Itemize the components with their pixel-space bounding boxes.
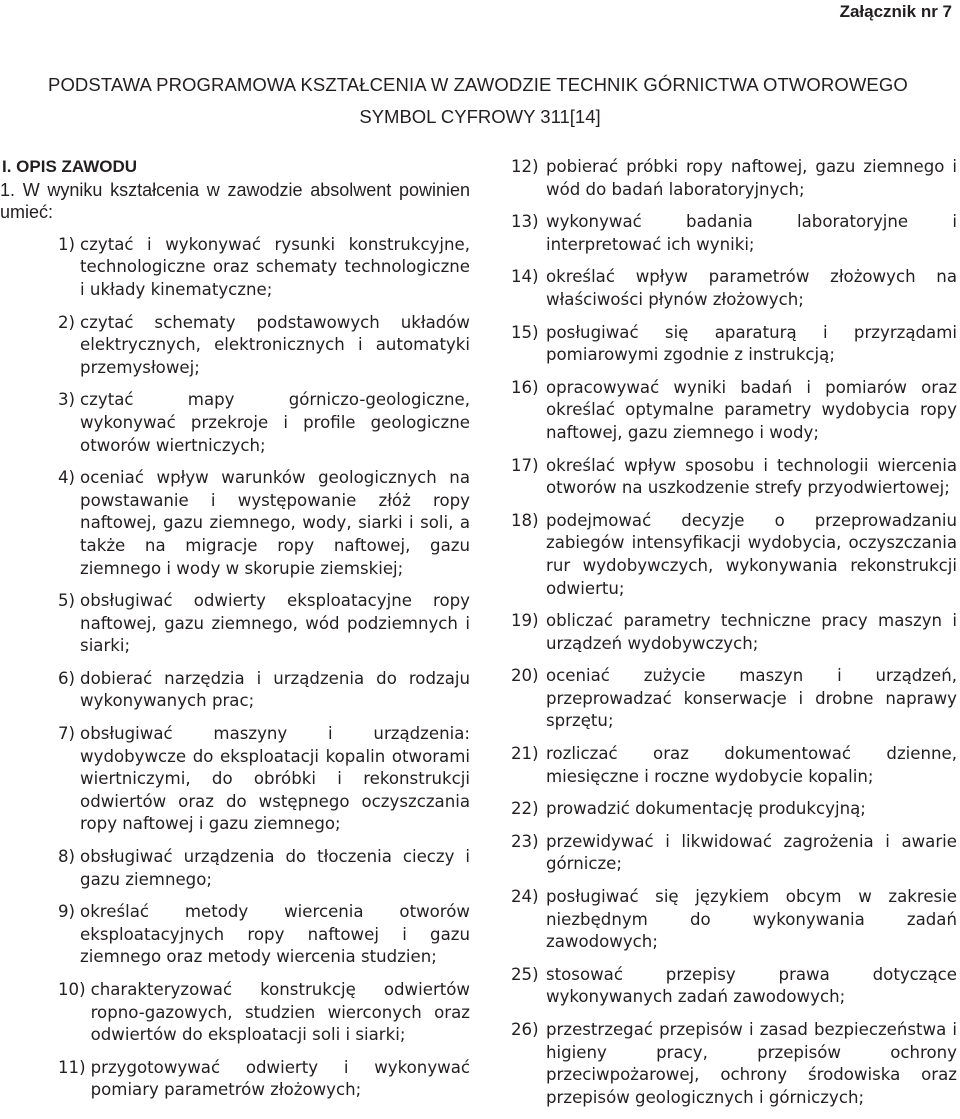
list-item — [511, 322, 957, 367]
right-column — [511, 156, 957, 1119]
list-item — [0, 467, 470, 580]
item-text: podejmować decyzje o przeprowadzaniu zabiegów intensyfikacji wydobycia, oczyszczania rur wydobywczych, wykonywania rekonstrukcji odwiertu; — [546, 510, 957, 598]
item-text: przygotowywać odwierty i wykonywać pomiary parametrów złożowych; — [90, 1057, 470, 1100]
item-text: prowadzić dokumentację produkcyjną; — [546, 799, 866, 819]
item-number: 2) — [58, 312, 76, 332]
list-item — [0, 1057, 470, 1102]
item-number: 7) — [58, 724, 76, 744]
item-number: 5) — [58, 591, 76, 611]
list-item — [0, 668, 470, 713]
item-text: określać wpływ sposobu i technologii wiercenia otworów na uszkodzenie strefy przyodwiertowej; — [546, 455, 957, 498]
item-text: wykonywać badania laboratoryjne i interpretować ich wyniki; — [546, 212, 957, 254]
item-number: 16) — [511, 377, 539, 397]
item-text: przewidywać i likwidować zagrożenia i awarie górnicze; — [546, 831, 957, 874]
annex-label: Załącznik nr 7 — [839, 2, 952, 21]
item-number: 10) — [58, 980, 86, 999]
item-number: 20) — [511, 666, 539, 686]
list-item — [511, 156, 957, 201]
item-text: charakteryzować konstrukcję odwiertów ropno-gazowych, studzien wierconych oraz odwiertów do eksploatacji soli i siarki; — [90, 980, 470, 1045]
item-number: 8) — [58, 847, 76, 867]
item-text: czytać i wykonywać rysunki konstrukcyjne, technologiczne oraz schematy technologiczne i układy kinematyczne; — [80, 234, 470, 299]
left-column — [0, 156, 470, 1112]
item-number: 4) — [58, 468, 76, 488]
list-item — [511, 964, 957, 1009]
item-text: pobierać próbki ropy naftowej, gazu ziemnego i wód do badań laboratoryjnych; — [546, 157, 957, 199]
item-number: 12) — [511, 157, 539, 176]
item-number: 15) — [511, 322, 539, 342]
list-item — [511, 1019, 957, 1109]
left-item-list — [0, 234, 470, 1102]
item-number: 21) — [511, 744, 539, 764]
list-item — [0, 234, 470, 302]
list-item — [0, 590, 470, 658]
list-item — [511, 377, 957, 445]
item-number: 6) — [58, 668, 76, 688]
item-number: 3) — [58, 390, 76, 410]
item-number: 23) — [511, 831, 539, 851]
item-text: opracowywać wyniki badań i pomiarów oraz określać optymalne parametry wydobycia ropy naftowej, gazu ziemnego i wody; — [546, 377, 957, 442]
intro-paragraph: 1. W wyniku kształcenia w zawodzie absolwent powinien umieć: — [0, 179, 470, 223]
item-number: 26) — [511, 1020, 539, 1039]
list-item — [511, 510, 957, 600]
list-item — [511, 886, 957, 954]
list-item — [0, 901, 470, 969]
item-text: obsługiwać maszyny i urządzenia: wydobywcze do eksploatacji kopalin otworami wiertniczymi, do obróbki i rekonstrukcji odwiertów oraz do wstępnego oczyszczania ropy naftowej i gazu ziemnego; — [80, 724, 470, 834]
list-item — [0, 979, 470, 1047]
list-item — [511, 266, 957, 311]
right-item-list — [511, 156, 957, 1109]
item-text: czytać mapy górniczo-geologiczne, wykonywać przekroje i profile geologiczne otworów wiertniczych; — [80, 390, 470, 455]
list-item — [511, 665, 957, 733]
item-number: 13) — [511, 212, 539, 232]
list-item — [511, 610, 957, 655]
item-number: 1) — [58, 234, 76, 254]
list-item — [0, 846, 470, 891]
item-text: oceniać wpływ warunków geologicznych na powstawanie i występowanie złóż ropy naftowej, gazu ziemnego, wody, siarki i soli, a także na migracje ropy naftowej, gazu ziemnego i wody w skorupie ziemskiej; — [80, 468, 470, 578]
item-text: posługiwać się językiem obcym w zakresie niezbędnym do wykonywania zadań zawodowych; — [546, 887, 957, 952]
item-text: obliczać parametry techniczne pracy maszyn i urządzeń wydobywczych; — [546, 611, 957, 653]
item-text: dobierać narzędzia i urządzenia do rodzaju wykonywanych prac; — [80, 668, 470, 711]
item-number: 25) — [511, 964, 539, 984]
item-text: określać metody wiercenia otworów eksploatacyjnych ropy naftowej i gazu ziemnego oraz metody wiercenia studzien; — [80, 902, 470, 967]
document-title: PODSTAWA PROGRAMOWA KSZTAŁCENIA W ZAWODZIE TECHNIK GÓRNICTWA OTWOROWEGO — [48, 74, 908, 95]
item-text: stosować przepisy prawa dotyczące wykonywanych zadań zawodowych; — [546, 964, 957, 1007]
item-text: rozliczać oraz dokumentować dzienne, miesięczne i roczne wydobycie kopalin; — [546, 744, 957, 786]
list-item — [511, 211, 957, 256]
list-item — [511, 743, 957, 788]
item-number: 18) — [511, 510, 539, 530]
section-heading: I. OPIS ZAWODU — [2, 157, 138, 176]
item-text: czytać schematy podstawowych układów elektrycznych, elektronicznych i automatyki przemysłowej; — [80, 312, 470, 377]
document-subtitle: SYMBOL CYFROWY 311[14] — [359, 106, 601, 127]
item-text: przestrzegać przepisów i zasad bezpieczeństwa i higieny pracy, przepisów ochrony przeciwpożarowej, ochrony środowiska oraz przepisów geologicznych i górniczych; — [546, 1020, 957, 1107]
item-number: 17) — [511, 455, 539, 475]
item-text: posługiwać się aparaturą i przyrządami pomiarowymi zgodnie z instrukcją; — [546, 322, 957, 365]
list-item — [0, 312, 470, 380]
item-number: 24) — [511, 887, 539, 907]
list-item — [511, 831, 957, 876]
item-text: określać wpływ parametrów złożowych na właściwości płynów złożowych; — [546, 267, 957, 309]
item-number: 14) — [511, 267, 539, 287]
item-number: 22) — [511, 799, 539, 819]
item-text: obsługiwać odwierty eksploatacyjne ropy naftowej, gazu ziemnego, wód podziemnych i siarki; — [80, 591, 470, 656]
item-text: oceniać zużycie maszyn i urządzeń, przeprowadzać konserwacje i drobne naprawy sprzętu; — [546, 666, 957, 731]
list-item — [0, 389, 470, 457]
item-number: 11) — [58, 1057, 86, 1077]
list-item — [511, 455, 957, 500]
list-item — [511, 798, 957, 821]
item-number: 19) — [511, 611, 539, 631]
item-text: obsługiwać urządzenia do tłoczenia cieczy i gazu ziemnego; — [80, 847, 470, 889]
item-number: 9) — [58, 902, 76, 922]
list-item — [0, 723, 470, 836]
